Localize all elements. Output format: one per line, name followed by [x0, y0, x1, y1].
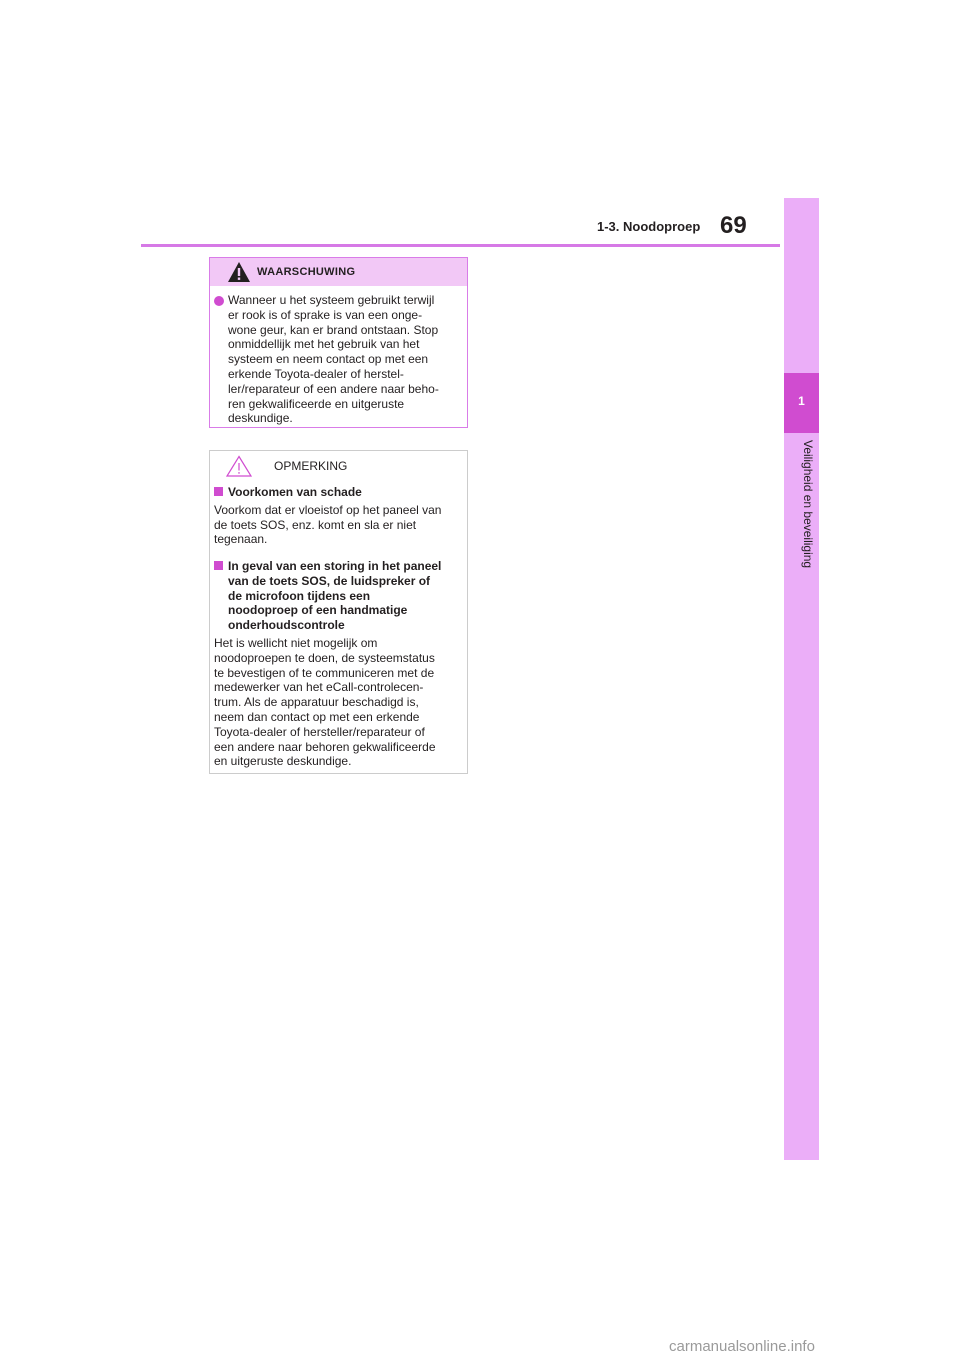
- notice-item: [210, 559, 467, 769]
- notice-item-heading: [210, 485, 467, 500]
- warning-text-line: wone geur, kan er brand ontstaan. Stop: [228, 322, 439, 337]
- square-bullet-icon: [214, 487, 223, 496]
- warning-box: [209, 257, 468, 428]
- warning-triangle-icon: [227, 261, 251, 283]
- square-bullet-icon: [214, 561, 223, 570]
- notice-item-body: [210, 636, 467, 769]
- notice-header: [210, 451, 467, 481]
- warning-bullet: [210, 286, 467, 426]
- body-line: Toyota-dealer of hersteller/reparateur of: [214, 724, 425, 739]
- notice-box: [209, 450, 468, 774]
- header-rule: [141, 244, 780, 247]
- watermark: carmanualsonline.info: [669, 1338, 815, 1355]
- chapter-side-tab: [784, 198, 819, 1160]
- section-title: 1-3. Noodoproep: [597, 219, 701, 234]
- body-line: te bevestigen of te communiceren met de: [214, 665, 435, 680]
- chapter-label: Veiligheid en beveiliging: [801, 440, 815, 569]
- body-line: medewerker van het eCall-controlecen-: [214, 680, 424, 695]
- body-line: tegenaan.: [214, 532, 268, 547]
- heading-line: In geval van een storing in het paneel: [228, 559, 442, 573]
- caution-triangle-outline-icon: [226, 455, 252, 477]
- notice-title: OPMERKING: [274, 459, 348, 473]
- warning-text-line: ren gekwalificeerde en uitgeruste: [228, 396, 405, 411]
- bullet-circle-icon: [214, 296, 224, 306]
- notice-item-heading: [210, 559, 467, 633]
- body-line: Voorkom dat er vloeistof op het paneel van: [214, 502, 442, 517]
- warning-text-line: Wanneer u het systeem gebruikt terwijl: [228, 293, 435, 307]
- chapter-number-box: [784, 373, 819, 433]
- body-line: en uitgeruste deskundige.: [214, 754, 352, 769]
- body-line: trum. Als de apparatuur beschadigd is,: [214, 695, 419, 710]
- heading-line: van de toets SOS, de luidspreker of: [228, 573, 431, 588]
- notice-item-body: [210, 503, 467, 547]
- body-line: Het is wellicht niet mogelijk om: [214, 635, 378, 650]
- body-line: de toets SOS, enz. komt en sla er niet: [214, 517, 417, 532]
- heading-line: noodoproep of een handmatige: [228, 603, 408, 618]
- warning-text-line: onmiddellijk met het gebruik van het: [228, 337, 420, 352]
- heading-line: de microfoon tijdens een: [228, 588, 371, 603]
- warning-text-line: ler/reparateur of een andere naar beho-: [228, 381, 439, 396]
- warning-text-line: systeem en neem contact op met een: [228, 352, 429, 367]
- warning-text-line: erkende Toyota-dealer of herstel-: [228, 366, 404, 381]
- warning-text-line: er rook is of sprake is van een onge-: [228, 307, 423, 322]
- page-number: 69: [720, 212, 747, 239]
- notice-item: [210, 485, 467, 547]
- body-line: noodoproepen te doen, de systeemstatus: [214, 650, 435, 665]
- warning-text-line: deskundige.: [228, 411, 293, 426]
- body-line: neem dan contact op met een erkende: [214, 709, 420, 724]
- chapter-number: 1: [798, 394, 805, 408]
- body-line: een andere naar behoren gekwalificeerde: [214, 739, 436, 754]
- warning-header: [210, 258, 467, 286]
- warning-title: WAARSCHUWING: [257, 266, 356, 278]
- heading-line: onderhoudscontrole: [228, 618, 345, 633]
- heading-line: Voorkomen van schade: [228, 485, 362, 499]
